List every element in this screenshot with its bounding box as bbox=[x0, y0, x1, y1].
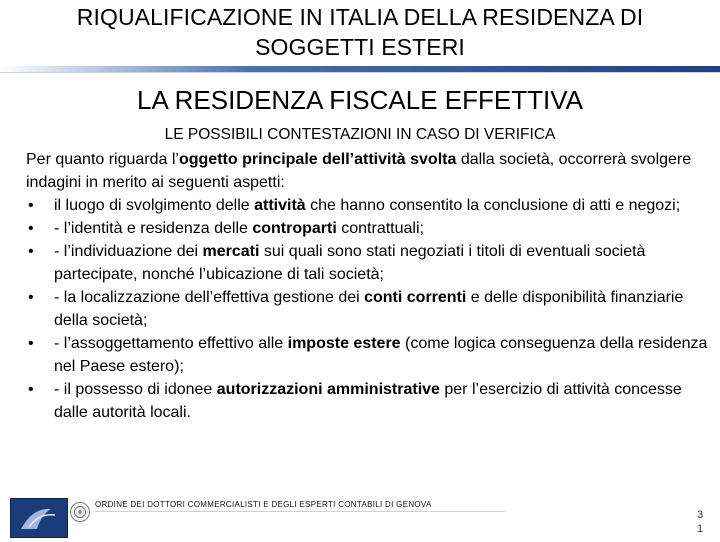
bullet-text-end: (come logica conseguenza della residenza nel Paese estero); bbox=[54, 335, 708, 375]
bullet-list bbox=[26, 194, 716, 424]
slide-body bbox=[26, 148, 716, 424]
bullet-text: - l’individuazione dei bbox=[54, 243, 203, 260]
bullet-text-end: contrattuali; bbox=[336, 220, 424, 237]
bullet-text-end: che hanno consentito la conclusione di atti e negozi; bbox=[305, 197, 681, 214]
bullet-icon: • bbox=[28, 381, 34, 398]
intro-paragraph bbox=[26, 148, 716, 194]
bullet-item bbox=[26, 240, 716, 286]
bullet-icon: • bbox=[28, 220, 34, 237]
page-number-digit: 1 bbox=[696, 523, 704, 535]
bullet-bold: conti correnti bbox=[364, 289, 467, 306]
bullet-text: il luogo di svolgimento delle bbox=[54, 197, 255, 214]
bullet-icon: • bbox=[28, 335, 34, 352]
bullet-icon: • bbox=[28, 289, 34, 306]
title-line-1: RIQUALIFICAZIONE IN ITALIA DELLA RESIDENZA DI bbox=[76, 4, 644, 30]
footer-rule bbox=[95, 511, 505, 512]
seal-icon bbox=[70, 502, 90, 522]
bullet-icon: • bbox=[28, 243, 34, 260]
bullet-item bbox=[26, 194, 716, 217]
org-logo bbox=[10, 498, 68, 538]
bullet-bold: mercati bbox=[202, 243, 260, 260]
slide-subtitle: LA RESIDENZA FISCALE EFFETTIVA bbox=[137, 85, 583, 115]
slide-title bbox=[0, 2, 720, 62]
bullet-item bbox=[26, 217, 716, 240]
bullet-item bbox=[26, 332, 716, 378]
bullet-item bbox=[26, 378, 716, 424]
bullet-text: - l’identità e residenza delle bbox=[54, 220, 253, 237]
footer-caption: ORDINE DEI DOTTORI COMMERCIALISTI E DEGLI ESPERTI CONTABILI DI GENOVA bbox=[95, 500, 432, 509]
section-heading: LE POSSIBILI CONTESTAZIONI IN CASO DI VERIFICA bbox=[164, 126, 556, 143]
bullet-text-end: e delle disponibilità finanziarie della società; bbox=[54, 289, 684, 329]
page-number bbox=[694, 508, 706, 536]
bullet-bold: attività bbox=[254, 197, 306, 214]
intro-text-end: dalla società, occorrerà svolgere indagini in merito ai seguenti aspetti: bbox=[26, 151, 692, 191]
logo-emblem-icon bbox=[11, 499, 67, 537]
bullet-item bbox=[26, 286, 716, 332]
bullet-icon: • bbox=[28, 197, 34, 214]
intro-bold: oggetto principale dell’attività svolta bbox=[178, 151, 457, 168]
bullet-bold: controparti bbox=[252, 220, 337, 237]
title-divider-shadow bbox=[0, 72, 720, 73]
bullet-bold: imposte estere bbox=[287, 335, 401, 352]
bullet-text: - la localizzazione dell’effettiva gestione dei bbox=[54, 289, 365, 306]
title-line-2: SOGGETTI ESTERI bbox=[255, 34, 465, 60]
footer-logos bbox=[10, 498, 90, 538]
page-number-digit: 3 bbox=[696, 509, 704, 521]
bullet-text: - l’assoggettamento effettivo alle bbox=[54, 335, 288, 352]
bullet-text: - il possesso di idonee bbox=[54, 381, 217, 398]
bullet-text-end: sui quali sono stati negoziati i titoli di eventuali società partecipate, nonché l’ubicazione di tali società; bbox=[54, 243, 646, 283]
intro-text: Per quanto riguarda l’ bbox=[26, 151, 179, 168]
bullet-bold: autorizzazioni amministrative bbox=[216, 381, 440, 398]
bullet-text-end: per l’esercizio di attività concesse dalle autorità locali. bbox=[54, 381, 682, 421]
